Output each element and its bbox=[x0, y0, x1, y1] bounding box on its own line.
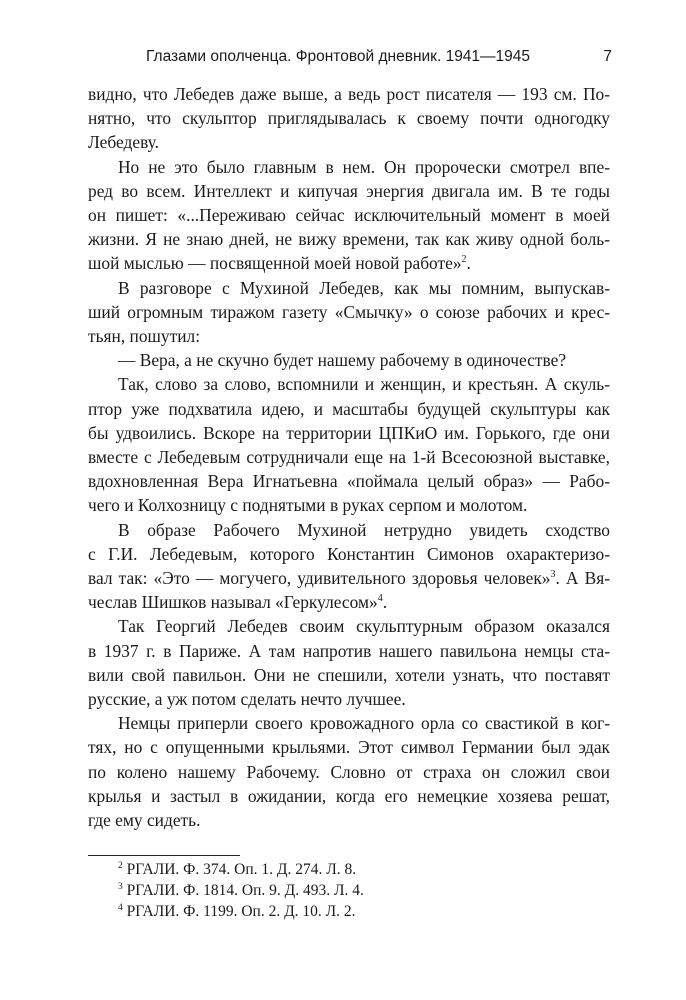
text-line: чего и Колхозницу с поднятыми в руках серпом и молотом. bbox=[88, 495, 528, 516]
footnote-ref: 3 bbox=[550, 569, 556, 581]
text-line: ший огромным тиражом газету «Смычку» о союзе рабочих и крес- bbox=[88, 301, 610, 322]
text-line: В разговоре с Мухиной Лебедев, как мы помним, выпускав- bbox=[118, 277, 610, 298]
text-line: по колено нашему Рабочему. Словно от страха он сложил свои bbox=[88, 761, 610, 782]
text-line: вдохновленная Вера Игнатьевна «поймала целый образ» — Рабо- bbox=[88, 471, 610, 492]
paragraph bbox=[88, 614, 610, 711]
text-run: шой мыслью — посвященной моей новой работе» bbox=[88, 253, 462, 274]
footnote-number: 2 bbox=[118, 860, 123, 871]
text-line: тьян, пошутил: bbox=[88, 326, 201, 347]
text-line: крылья и застыл в ожидании, когда его немецкие хозяева решат, bbox=[88, 785, 610, 806]
text-line: — Вера, а не скучно будет нашему рабочему в одиночестве? bbox=[118, 350, 567, 371]
text-run: чеслав Шишков называл «Геркулесом» bbox=[88, 592, 378, 613]
text-run: . bbox=[466, 253, 471, 274]
text-line: он пишет: «...Переживаю сейчас исключительный момент в моей bbox=[88, 205, 610, 226]
text-line: птор уже подхватила идею, и масштабы будущей скульптуры как bbox=[88, 398, 610, 419]
footnote-text: РГАЛИ. Ф. 1199. Оп. 2. Д. 10. Л. 2. bbox=[126, 903, 356, 920]
paragraph bbox=[88, 372, 610, 517]
text-line: тях, но с опущенными крыльями. Этот символ Германии был эдак bbox=[88, 737, 610, 758]
text-run: вал так: «Это — могучего, удивительного здоровья человек» bbox=[88, 568, 551, 589]
text-line bbox=[88, 251, 610, 275]
main-text bbox=[88, 82, 610, 832]
text-line: в 1937 г. в Париже. А там напротив нашего павильона немцы ста- bbox=[88, 640, 610, 661]
text-line: жизни. Я не знаю дней, не вижу времени, так как живу одной боль- bbox=[88, 229, 610, 250]
page-number: 7 bbox=[603, 48, 612, 65]
text-line: с Г.И. Лебедевым, которого Константин Симонов охарактеризо- bbox=[88, 543, 610, 564]
paragraph bbox=[88, 155, 610, 276]
running-title: Глазами ополченца. Фронтовой дневник. 1941—1945 bbox=[146, 48, 531, 65]
footnote-text: РГАЛИ. Ф. 1814. Оп. 9. Д. 493. Л. 4. bbox=[126, 882, 364, 899]
text-line: видно, что Лебедев даже выше, а ведь рост писателя — 193 см. По- bbox=[88, 84, 610, 104]
paragraph bbox=[88, 711, 610, 832]
text-line: русские, а уж потом сделать нечто лучшее. bbox=[88, 689, 406, 710]
text-line: нятно, что скульптор приглядывалась к своему почти одногодку bbox=[88, 108, 610, 129]
text-line: вместе с Лебедевым сотрудничали еще на 1-й Всесоюзной выставке, bbox=[88, 447, 610, 468]
footnotes bbox=[118, 859, 518, 922]
text-line: ред во всем. Интеллект и кипучая энергия двигала им. В те годы bbox=[88, 180, 610, 201]
text-line: Так, слово за слово, вспомнили и женщин, и крестьян. А скуль- bbox=[118, 374, 610, 395]
text-line: Но не это было главным в нем. Он пророчески смотрел впе- bbox=[118, 156, 610, 177]
text-line: вили свой павильон. Они не спешили, хотели узнать, что поставят bbox=[88, 664, 610, 685]
paragraph bbox=[88, 276, 610, 349]
footnote bbox=[118, 880, 518, 901]
footnote-number: 4 bbox=[118, 902, 123, 913]
footnote bbox=[118, 859, 518, 880]
text-line: В образе Рабочего Мухиной нетрудно увидеть сходство bbox=[118, 519, 610, 540]
text-line: Лебедеву. bbox=[88, 132, 159, 153]
running-header bbox=[146, 48, 612, 74]
text-line: где ему сидеть. bbox=[88, 810, 201, 831]
paragraph bbox=[88, 82, 610, 155]
footnote bbox=[118, 901, 518, 922]
paragraph bbox=[88, 348, 610, 372]
footnote-ref: 4 bbox=[377, 593, 383, 605]
text-line: Так Георгий Лебедев своим скульптурным образом оказался bbox=[118, 616, 610, 637]
text-line bbox=[88, 590, 610, 614]
paragraph bbox=[88, 518, 610, 615]
footnote-number: 3 bbox=[118, 881, 123, 892]
text-line: Немцы приперли своего кровожадного орла со свастикой в ког- bbox=[118, 713, 610, 734]
footnote-divider bbox=[88, 855, 240, 856]
text-line: бы удвоились. Вскоре на территории ЦПКиО им. Горького, где они bbox=[88, 422, 610, 443]
text-run: . bbox=[382, 592, 388, 613]
footnote-ref: 2 bbox=[461, 254, 467, 266]
footnote-text: РГАЛИ. Ф. 374. Оп. 1. Д. 274. Л. 8. bbox=[126, 861, 357, 878]
text-run: . А Вя- bbox=[555, 568, 610, 589]
text-line bbox=[88, 566, 610, 590]
